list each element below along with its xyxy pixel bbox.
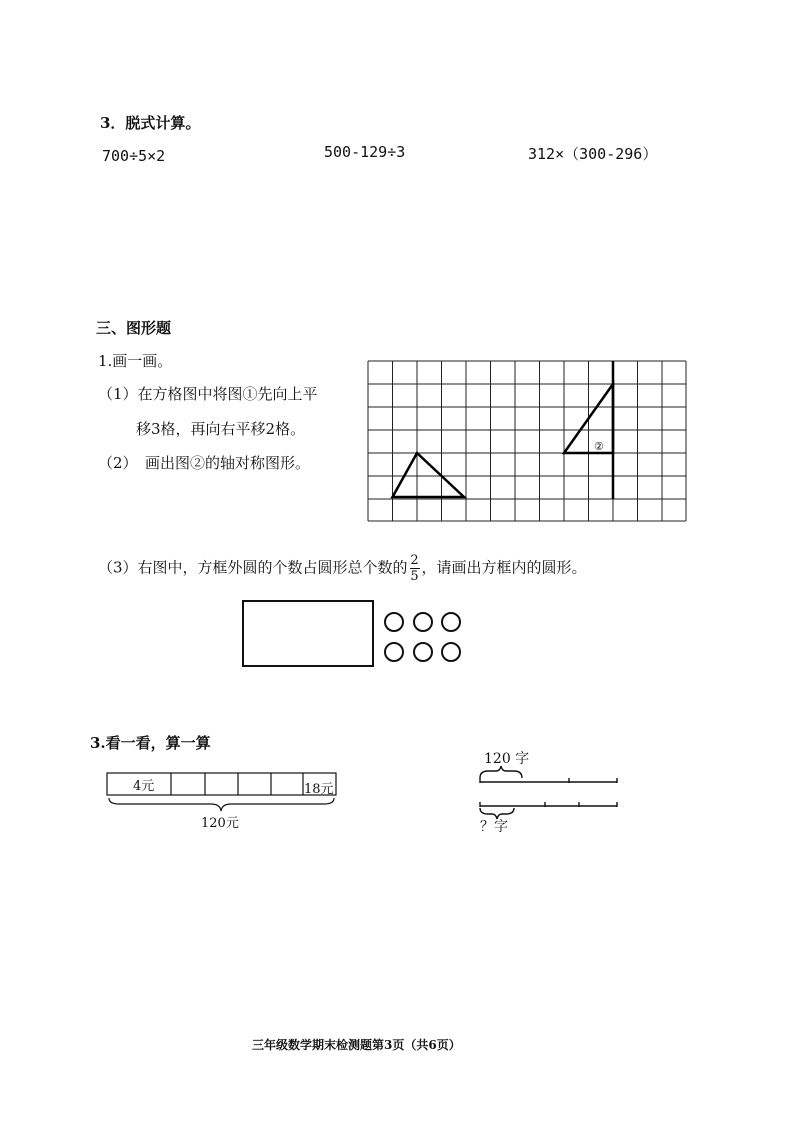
- circle-shape: [413, 642, 433, 662]
- page-footer: 三年级数学期末检测题第3页（共6页）: [252, 1038, 461, 1052]
- fraction: [410, 554, 420, 583]
- fraction-numerator: 2: [410, 553, 419, 568]
- circle-shape: [384, 612, 404, 632]
- circle-shape: [384, 642, 404, 662]
- bar-last-label: 18元: [304, 782, 334, 797]
- line-bottom-label: ？字: [480, 819, 508, 835]
- grid-figure: [368, 361, 688, 522]
- line-top-label: 120 字: [484, 751, 530, 767]
- calc-expression-1: 700÷5×2: [102, 147, 166, 165]
- line-diagram: [478, 764, 623, 824]
- q1-part3-text-after: ，请画出方框内的圆形。: [421, 558, 587, 577]
- calc-expression-3: 312×（300-296）: [528, 145, 658, 163]
- line-top-brace: [480, 766, 522, 778]
- answer-box[interactable]: [242, 600, 374, 667]
- q1-part3: [98, 554, 587, 583]
- circle-shape: [441, 642, 461, 662]
- q1-part2: （2） 画出图②的轴对称图形。: [98, 454, 311, 472]
- fraction-denominator: 5: [410, 569, 419, 584]
- calc-heading: 3．脱式计算。: [100, 114, 201, 132]
- q1-part1-line1: （1）在方格图中将图①先向上平: [98, 385, 318, 403]
- q1-part1-line2: 移3格，再向右平移2格。: [136, 420, 306, 438]
- q1-part3-text-before: （3）右图中，方框外圆的个数占圆形总个数的: [98, 558, 408, 577]
- figure-1-triangle: [393, 453, 465, 497]
- bar-total-brace: [109, 798, 334, 811]
- circle-shape: [413, 612, 433, 632]
- bar-first-label: 4元: [133, 779, 155, 794]
- calc-expression-2: 500-129÷3: [324, 143, 406, 161]
- grid-figure-2-label: ②: [594, 440, 604, 453]
- circle-shape: [441, 612, 461, 632]
- bar-total-label: 120元: [201, 816, 239, 831]
- q1-title: 1.画一画。: [98, 352, 173, 370]
- shapes-heading: 三、图形题: [96, 319, 172, 337]
- look-calc-heading: 3.看一看，算一算: [90, 734, 211, 752]
